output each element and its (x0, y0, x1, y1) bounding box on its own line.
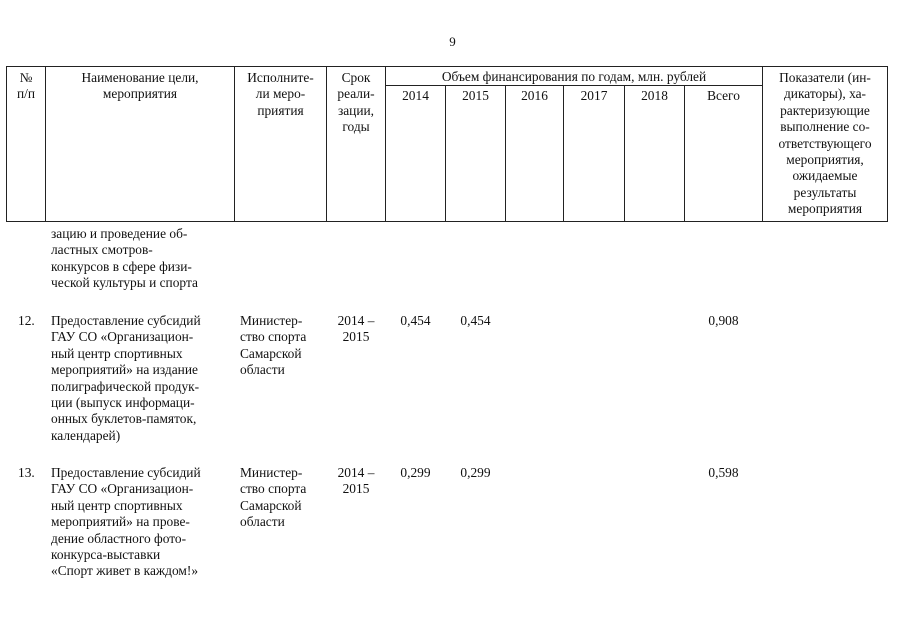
col-divider (684, 85, 685, 222)
row-number: 13. (18, 465, 35, 480)
row-value-2014: 0,454 (400, 313, 431, 328)
header-num: № п/п (16, 70, 36, 102)
row-value-2015: 0,454 (460, 313, 491, 328)
header-year-2017: 2017 (580, 88, 608, 103)
header-executor: Исполните- ли меро- приятия (247, 70, 314, 118)
row-value-total: 0,598 (708, 465, 739, 480)
header-top-border (6, 66, 887, 67)
page-number: 9 (449, 34, 456, 49)
row-name: Предоставление субсидий ГАУ СО «Организацион- ный центр спортивных мероприятий» на издание полиграфической продук- ции (выпуск информаци- онных буклетов-памяток, календарей) (51, 313, 201, 443)
row-value-total: 0,908 (708, 313, 739, 328)
continuation-name: зацию и проведение об- ластных смотров- конкурсов в сфере физи- ческой культуры и спорта (51, 226, 198, 291)
header-year-2015: 2015 (462, 88, 489, 103)
header-year-2018: 2018 (641, 88, 668, 103)
row-name: Предоставление субсидий ГАУ СО «Организацион- ный центр спортивных мероприятий» на прове- дение областного фото- конкурса-выставки «Спорт живет в каждом!» (51, 465, 201, 579)
header-term: Срок реали- зации, годы (337, 70, 375, 135)
row-executor: Министер- ство спорта Самарской области (240, 313, 307, 378)
col-divider (563, 85, 564, 222)
row-term: 2014 – 2015 (337, 465, 375, 497)
row-term: 2014 – 2015 (337, 313, 375, 345)
header-funding-title: Объем финансирования по годам, млн. рублей (441, 69, 707, 84)
col-divider (887, 66, 888, 222)
header-indicators: Показатели (ин- дикаторы), ха- рактеризующие выполнение со- ответствующего мероприятия, ожидаемые результаты мероприятия (778, 70, 872, 217)
row-value-2015: 0,299 (460, 465, 491, 480)
col-divider (445, 85, 446, 222)
header-name: Наименование цели, мероприятия (81, 70, 199, 102)
header-year-2016: 2016 (521, 88, 548, 103)
col-divider (624, 85, 625, 222)
col-divider (505, 85, 506, 222)
row-value-2014: 0,299 (400, 465, 431, 480)
header-total: Всего (707, 88, 740, 103)
header-year-2014: 2014 (402, 88, 429, 103)
header-bottom-border (6, 221, 887, 222)
row-number: 12. (18, 313, 35, 328)
row-executor: Министер- ство спорта Самарской области (240, 465, 307, 530)
